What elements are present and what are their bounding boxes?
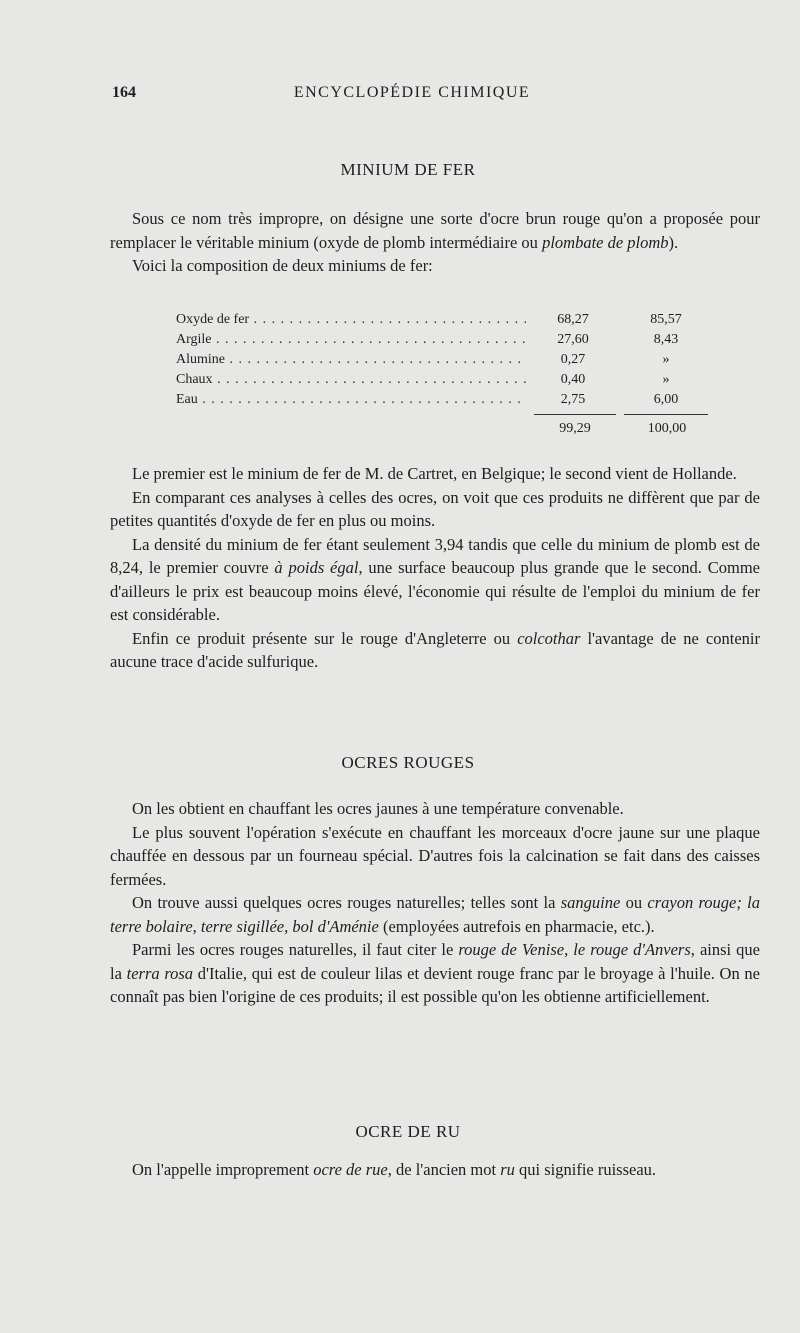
italic-span: plombate de plomb <box>542 232 669 252</box>
value-col2: 6,00 <box>621 390 711 410</box>
text-span: On trouve aussi quelques ocres rouges naturelles; telles sont la <box>132 893 561 912</box>
value-col1: 0,27 <box>528 350 618 370</box>
row-label: Oxyde de fer . . . <box>176 310 526 330</box>
total-col1: 99,29 <box>559 421 591 436</box>
page-number: 164 <box>112 84 136 101</box>
text-span: d'Italie, qui est de couleur lilas et devient rouge franc par le broyage à l'huile. On ne connaît pas bien l'origine de ces produits; il est possible qu'on les obtienne artificiellement. <box>110 963 760 1006</box>
italic-span: ocre de rue <box>313 1160 388 1179</box>
paragraph: En comparant ces analyses à celles des ocres, on voit que ces produits ne diffèrent que par de petites quantités d'oxyde de fer en plus ou moins. <box>110 487 760 530</box>
paragraph <box>110 533 760 627</box>
paragraph <box>110 1158 760 1182</box>
table-row <box>176 310 716 330</box>
table-row <box>176 330 716 350</box>
italic-span: terra rosa <box>126 963 194 983</box>
italic-span: rouge de Venise, le rouge d'Anvers <box>458 940 691 959</box>
section-title-ocres: OCRES ROUGES <box>341 753 475 772</box>
paragraph <box>110 891 760 938</box>
text-span: , ainsi que la <box>110 940 760 983</box>
row-label: Argile . . . <box>176 330 526 350</box>
text-span: La densité du minium de fer étant seulement 3,94 tandis que celle du minium de plomb est de 8,24, le premier couvre <box>110 534 760 577</box>
text-span: Enfin ce produit présente sur le rouge d'Angleterre ou <box>132 628 518 648</box>
italic-span: sanguine <box>560 893 621 912</box>
total-rule-1 <box>534 414 616 415</box>
row-label: Alumine . . . <box>176 350 526 370</box>
minium-body <box>110 462 760 674</box>
table-row <box>176 390 716 410</box>
value-col2: » <box>621 350 711 370</box>
value-col1: 2,75 <box>528 390 618 410</box>
text-span: Sous ce nom très impropre, on désigne une sorte d'ocre brun rouge qu'on a proposée pour remplacer le véritable minium (oxyde de plomb intermédiaire ou <box>110 209 760 252</box>
paragraph <box>110 627 760 674</box>
minium-intro <box>110 207 760 278</box>
italic-span: colcothar <box>517 628 581 648</box>
italic-span: ru <box>500 1160 515 1179</box>
section-title-minium: MINIUM DE FER <box>340 160 476 179</box>
ocre-ru-body <box>110 1158 760 1182</box>
total-col2: 100,00 <box>647 421 687 436</box>
italic-span: crayon rouge; la terre bolaire, terre sigillée, bol d'Aménie <box>110 893 760 936</box>
section-title-ocre-ru: OCRE DE RU <box>355 1122 461 1141</box>
value-col1: 0,40 <box>528 370 618 390</box>
value-col2: » <box>621 370 711 390</box>
text-span: , une surface beaucoup plus grande que le second. Comme d'ailleurs le prix est beaucoup moins élevé, l'économie qui résulte de l'emploi du minium de fer est considérable. <box>110 558 760 624</box>
table-row <box>176 370 716 390</box>
text-span: ou <box>620 893 648 912</box>
text-span: , de l'ancien mot <box>387 1160 501 1179</box>
paragraph <box>110 207 760 254</box>
value-col2: 85,57 <box>621 310 711 330</box>
ocres-body <box>110 797 760 1009</box>
paragraph: Voici la composition de deux miniums de fer: <box>132 256 433 275</box>
text-span: (employées autrefois en pharmacie, etc.). <box>378 916 655 936</box>
italic-span: à poids égal <box>274 558 359 577</box>
paragraph: Le plus souvent l'opération s'exécute en chauffant les morceaux d'ocre jaune sur une plaque chauffée en dessous par un fourneau spécial. D'autres fois la calcination se fait dans des caisses fermées. <box>110 822 760 889</box>
paragraph: On les obtient en chauffant les ocres jaunes à une température convenable. <box>132 799 624 818</box>
table-row <box>176 350 716 370</box>
page-header <box>112 84 712 108</box>
value-col1: 27,60 <box>528 330 618 350</box>
text-span: On l'appelle improprement <box>132 1160 314 1179</box>
text-span: Parmi les ocres rouges naturelles, il faut citer le <box>132 940 459 959</box>
text-span: ). <box>668 232 679 252</box>
row-label: Chaux . . . <box>176 370 526 390</box>
paragraph <box>110 938 760 1009</box>
running-title: ENCYCLOPÉDIE CHIMIQUE <box>293 84 531 101</box>
composition-table <box>176 310 716 410</box>
total-rule-2 <box>624 414 708 415</box>
value-col1: 68,27 <box>528 310 618 330</box>
text-span: l'avantage de ne contenir aucune trace d'acide sulfurique. <box>110 628 760 671</box>
value-col2: 8,43 <box>621 330 711 350</box>
paragraph: Le premier est le minium de fer de M. de Cartret, en Belgique; le second vient de Hollande. <box>132 464 737 483</box>
row-label: Eau . . . <box>176 390 526 410</box>
text-span: qui signifie ruisseau. <box>514 1160 657 1179</box>
